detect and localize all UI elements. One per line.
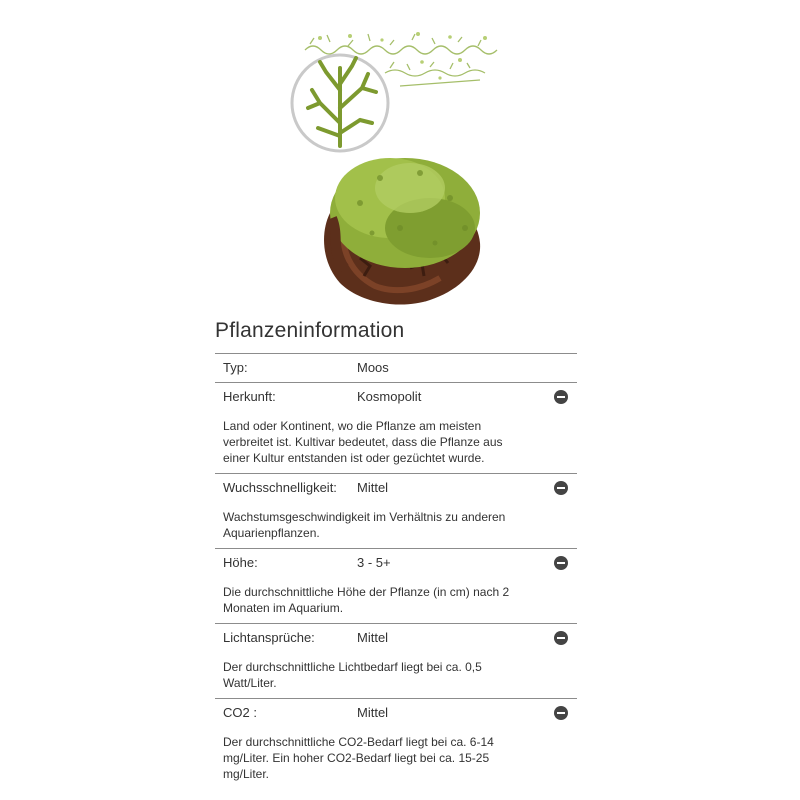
info-row-value: Mittel: [357, 630, 389, 645]
minus-circle-icon[interactable]: [554, 481, 568, 495]
info-row-label: Herkunft:: [223, 389, 276, 404]
info-row-label: Höhe:: [223, 555, 258, 570]
moss-on-rock-image: [290, 28, 510, 318]
minus-circle-icon[interactable]: [554, 631, 568, 645]
panel-title: Pflanzeninformation: [215, 319, 405, 342]
info-row-value: Mittel: [357, 480, 389, 495]
info-row-description: Wachstumsgeschwindigkeit im Verhältnis zu anderen Aquarienpflanzen.: [223, 510, 506, 540]
info-row-description: Die durchschnittliche Höhe der Pflanze (in cm) nach 2 Monaten im Aquarium.: [223, 585, 510, 615]
info-row-head[interactable]: [215, 474, 577, 502]
info-row-herkunft: [215, 382, 577, 473]
rock-with-moss-illustration: [324, 158, 480, 305]
minus-circle-icon[interactable]: [554, 556, 568, 570]
info-row-lichtansprueche: [215, 623, 577, 698]
product-illustration: [290, 28, 510, 318]
info-row-label: Lichtansprüche:: [223, 630, 315, 645]
info-row-wuchsschnelligkeit: [215, 473, 577, 548]
info-row-head[interactable]: [215, 383, 577, 411]
info-row-value: Mittel: [357, 705, 389, 720]
info-row-label: Wuchsschnelligkeit:: [223, 480, 337, 495]
info-row-description: Der durchschnittliche CO2-Bedarf liegt bei ca. 6-14 mg/Liter. Ein hoher CO2-Bedarf liegt bei ca. 15-25 mg/Liter.: [223, 735, 494, 781]
info-row-value: Kosmopolit: [357, 389, 422, 404]
info-row-head: [215, 354, 577, 382]
info-row-description: Land oder Kontinent, wo die Pflanze am meisten verbreitet ist. Kultivar bedeutet, dass die Pflanze aus einer Kultur entstanden ist oder gezüchtet wurde.: [223, 419, 503, 465]
info-row-description: Der durchschnittliche Lichtbedarf liegt bei ca. 0,5 Watt/Liter.: [223, 660, 482, 690]
info-row-value: Moos: [357, 360, 389, 375]
info-row-co2: [215, 698, 577, 789]
info-row-value: 3 - 5+: [357, 555, 391, 570]
plant-info-panel: [215, 318, 577, 789]
info-row-hoehe: [215, 548, 577, 623]
minus-circle-icon[interactable]: [554, 390, 568, 404]
info-row-typ: [215, 353, 577, 382]
info-row-head[interactable]: [215, 549, 577, 577]
info-row-head[interactable]: [215, 699, 577, 727]
info-row-head[interactable]: [215, 624, 577, 652]
minus-circle-icon[interactable]: [554, 706, 568, 720]
moss-strip-illustration: [292, 28, 500, 151]
info-row-label: CO2 :: [223, 705, 257, 720]
info-row-label: Typ:: [223, 360, 248, 375]
